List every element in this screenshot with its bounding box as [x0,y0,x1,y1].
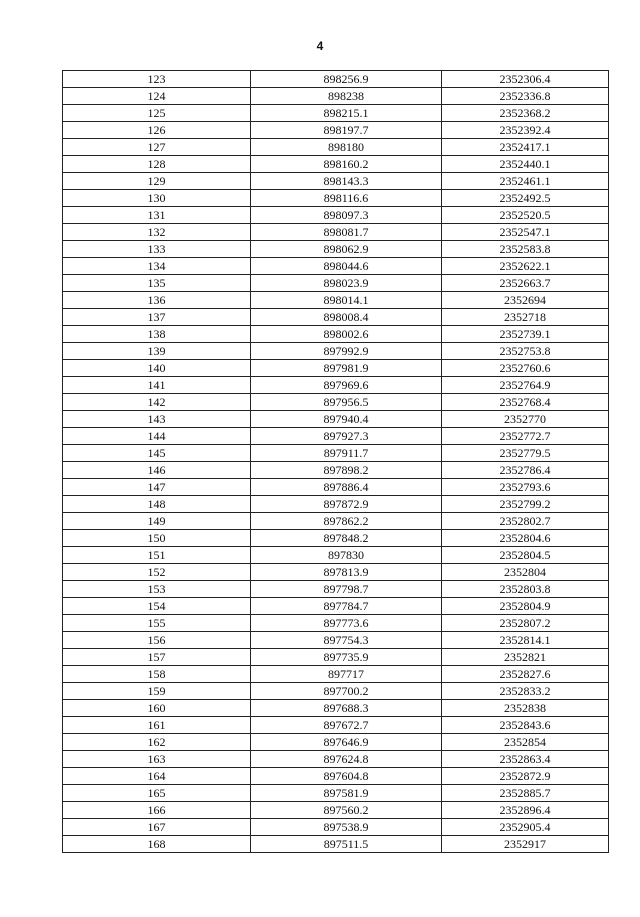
y-coordinate-cell: 2352583.8 [442,241,609,258]
y-coordinate-cell: 2352764.9 [442,377,609,394]
x-coordinate-cell: 897848.2 [251,530,442,547]
point-number-cell: 157 [63,649,251,666]
y-coordinate-cell: 2352768.4 [442,394,609,411]
point-number-cell: 140 [63,360,251,377]
x-coordinate-cell: 898097.3 [251,207,442,224]
x-coordinate-cell: 897581.9 [251,785,442,802]
table-row [63,173,609,190]
point-number-cell: 159 [63,683,251,700]
table-row [63,717,609,734]
table-row [63,598,609,615]
table-row [63,479,609,496]
table-row [63,190,609,207]
point-number-cell: 151 [63,547,251,564]
table-row [63,666,609,683]
y-coordinate-cell: 2352760.6 [442,360,609,377]
table-row [63,819,609,836]
y-coordinate-cell: 2352814.1 [442,632,609,649]
point-number-cell: 133 [63,241,251,258]
point-number-cell: 146 [63,462,251,479]
y-coordinate-cell: 2352803.8 [442,581,609,598]
table-row [63,513,609,530]
x-coordinate-cell: 898044.6 [251,258,442,275]
y-coordinate-cell: 2352917 [442,836,609,853]
x-coordinate-cell: 897798.7 [251,581,442,598]
x-coordinate-cell: 897981.9 [251,360,442,377]
point-number-cell: 162 [63,734,251,751]
point-number-cell: 165 [63,785,251,802]
y-coordinate-cell: 2352492.5 [442,190,609,207]
y-coordinate-cell: 2352739.1 [442,326,609,343]
point-number-cell: 164 [63,768,251,785]
point-number-cell: 139 [63,343,251,360]
y-coordinate-cell: 2352779.5 [442,445,609,462]
point-number-cell: 126 [63,122,251,139]
page-number: 4 [316,39,324,53]
x-coordinate-cell: 897717 [251,666,442,683]
point-number-cell: 156 [63,632,251,649]
x-coordinate-cell: 898116.6 [251,190,442,207]
point-number-cell: 124 [63,88,251,105]
y-coordinate-cell: 2352896.4 [442,802,609,819]
table-row [63,445,609,462]
x-coordinate-cell: 897911.7 [251,445,442,462]
point-number-cell: 135 [63,275,251,292]
x-coordinate-cell: 898256.9 [251,71,442,88]
point-number-cell: 125 [63,105,251,122]
table-row [63,122,609,139]
y-coordinate-cell: 2352786.4 [442,462,609,479]
table-row [63,734,609,751]
point-number-cell: 158 [63,666,251,683]
table-row [63,649,609,666]
point-number-cell: 136 [63,292,251,309]
x-coordinate-cell: 898160.2 [251,156,442,173]
table-row [63,207,609,224]
x-coordinate-cell: 898002.6 [251,326,442,343]
table-row [63,836,609,853]
x-coordinate-cell: 898014.1 [251,292,442,309]
table-row [63,275,609,292]
point-number-cell: 150 [63,530,251,547]
point-number-cell: 163 [63,751,251,768]
table-row [63,258,609,275]
table-row [63,751,609,768]
coordinates-table-body [63,71,609,853]
point-number-cell: 142 [63,394,251,411]
x-coordinate-cell: 897604.8 [251,768,442,785]
table-row [63,428,609,445]
point-number-cell: 152 [63,564,251,581]
y-coordinate-cell: 2352821 [442,649,609,666]
y-coordinate-cell: 2352417.1 [442,139,609,156]
table-row [63,360,609,377]
point-number-cell: 128 [63,156,251,173]
point-number-cell: 127 [63,139,251,156]
table-row [63,292,609,309]
x-coordinate-cell: 897646.9 [251,734,442,751]
x-coordinate-cell: 897511.5 [251,836,442,853]
x-coordinate-cell: 898238 [251,88,442,105]
x-coordinate-cell: 898081.7 [251,224,442,241]
table-row [63,564,609,581]
x-coordinate-cell: 898197.7 [251,122,442,139]
table-row [63,156,609,173]
y-coordinate-cell: 2352663.7 [442,275,609,292]
y-coordinate-cell: 2352838 [442,700,609,717]
y-coordinate-cell: 2352905.4 [442,819,609,836]
point-number-cell: 149 [63,513,251,530]
table-row [63,224,609,241]
x-coordinate-cell: 898023.9 [251,275,442,292]
point-number-cell: 134 [63,258,251,275]
y-coordinate-cell: 2352804.6 [442,530,609,547]
table-row [63,326,609,343]
point-number-cell: 160 [63,700,251,717]
point-number-cell: 132 [63,224,251,241]
y-coordinate-cell: 2352804 [442,564,609,581]
y-coordinate-cell: 2352802.7 [442,513,609,530]
x-coordinate-cell: 897735.9 [251,649,442,666]
x-coordinate-cell: 897969.6 [251,377,442,394]
x-coordinate-cell: 897624.8 [251,751,442,768]
table-row [63,768,609,785]
x-coordinate-cell: 898215.1 [251,105,442,122]
point-number-cell: 137 [63,309,251,326]
coordinates-table [62,70,609,853]
point-number-cell: 161 [63,717,251,734]
y-coordinate-cell: 2352799.2 [442,496,609,513]
x-coordinate-cell: 897940.4 [251,411,442,428]
table-row [63,411,609,428]
table-row [63,343,609,360]
table-row [63,683,609,700]
y-coordinate-cell: 2352306.4 [442,71,609,88]
point-number-cell: 153 [63,581,251,598]
table-row [63,530,609,547]
x-coordinate-cell: 897700.2 [251,683,442,700]
point-number-cell: 155 [63,615,251,632]
y-coordinate-cell: 2352804.9 [442,598,609,615]
y-coordinate-cell: 2352827.6 [442,666,609,683]
y-coordinate-cell: 2352843.6 [442,717,609,734]
x-coordinate-cell: 897886.4 [251,479,442,496]
x-coordinate-cell: 898008.4 [251,309,442,326]
y-coordinate-cell: 2352461.1 [442,173,609,190]
table-row [63,802,609,819]
y-coordinate-cell: 2352885.7 [442,785,609,802]
table-row [63,377,609,394]
table-row [63,615,609,632]
table-row [63,496,609,513]
point-number-cell: 144 [63,428,251,445]
y-coordinate-cell: 2352520.5 [442,207,609,224]
x-coordinate-cell: 898143.3 [251,173,442,190]
point-number-cell: 141 [63,377,251,394]
point-number-cell: 131 [63,207,251,224]
table-row [63,547,609,564]
point-number-cell: 130 [63,190,251,207]
point-number-cell: 123 [63,71,251,88]
point-number-cell: 129 [63,173,251,190]
table-row [63,241,609,258]
point-number-cell: 145 [63,445,251,462]
table-row [63,88,609,105]
y-coordinate-cell: 2352804.5 [442,547,609,564]
x-coordinate-cell: 897754.3 [251,632,442,649]
x-coordinate-cell: 897784.7 [251,598,442,615]
y-coordinate-cell: 2352622.1 [442,258,609,275]
x-coordinate-cell: 898180 [251,139,442,156]
table-row [63,309,609,326]
y-coordinate-cell: 2352547.1 [442,224,609,241]
point-number-cell: 154 [63,598,251,615]
point-number-cell: 143 [63,411,251,428]
table-row [63,139,609,156]
x-coordinate-cell: 897862.2 [251,513,442,530]
point-number-cell: 138 [63,326,251,343]
y-coordinate-cell: 2352772.7 [442,428,609,445]
table-row [63,394,609,411]
x-coordinate-cell: 897927.3 [251,428,442,445]
y-coordinate-cell: 2352336.8 [442,88,609,105]
y-coordinate-cell: 2352807.2 [442,615,609,632]
table-row [63,785,609,802]
x-coordinate-cell: 897688.3 [251,700,442,717]
table-row [63,700,609,717]
x-coordinate-cell: 897956.5 [251,394,442,411]
y-coordinate-cell: 2352753.8 [442,343,609,360]
table-row [63,581,609,598]
x-coordinate-cell: 897773.6 [251,615,442,632]
x-coordinate-cell: 897992.9 [251,343,442,360]
y-coordinate-cell: 2352440.1 [442,156,609,173]
point-number-cell: 147 [63,479,251,496]
y-coordinate-cell: 2352863.4 [442,751,609,768]
x-coordinate-cell: 897898.2 [251,462,442,479]
x-coordinate-cell: 897560.2 [251,802,442,819]
y-coordinate-cell: 2352872.9 [442,768,609,785]
x-coordinate-cell: 897830 [251,547,442,564]
point-number-cell: 168 [63,836,251,853]
point-number-cell: 148 [63,496,251,513]
x-coordinate-cell: 897538.9 [251,819,442,836]
table-row [63,71,609,88]
table-row [63,632,609,649]
x-coordinate-cell: 897672.7 [251,717,442,734]
y-coordinate-cell: 2352392.4 [442,122,609,139]
y-coordinate-cell: 2352770 [442,411,609,428]
y-coordinate-cell: 2352694 [442,292,609,309]
y-coordinate-cell: 2352368.2 [442,105,609,122]
y-coordinate-cell: 2352718 [442,309,609,326]
y-coordinate-cell: 2352793.6 [442,479,609,496]
x-coordinate-cell: 897813.9 [251,564,442,581]
x-coordinate-cell: 897872.9 [251,496,442,513]
table-row [63,462,609,479]
point-number-cell: 166 [63,802,251,819]
y-coordinate-cell: 2352833.2 [442,683,609,700]
y-coordinate-cell: 2352854 [442,734,609,751]
point-number-cell: 167 [63,819,251,836]
table-row [63,105,609,122]
x-coordinate-cell: 898062.9 [251,241,442,258]
